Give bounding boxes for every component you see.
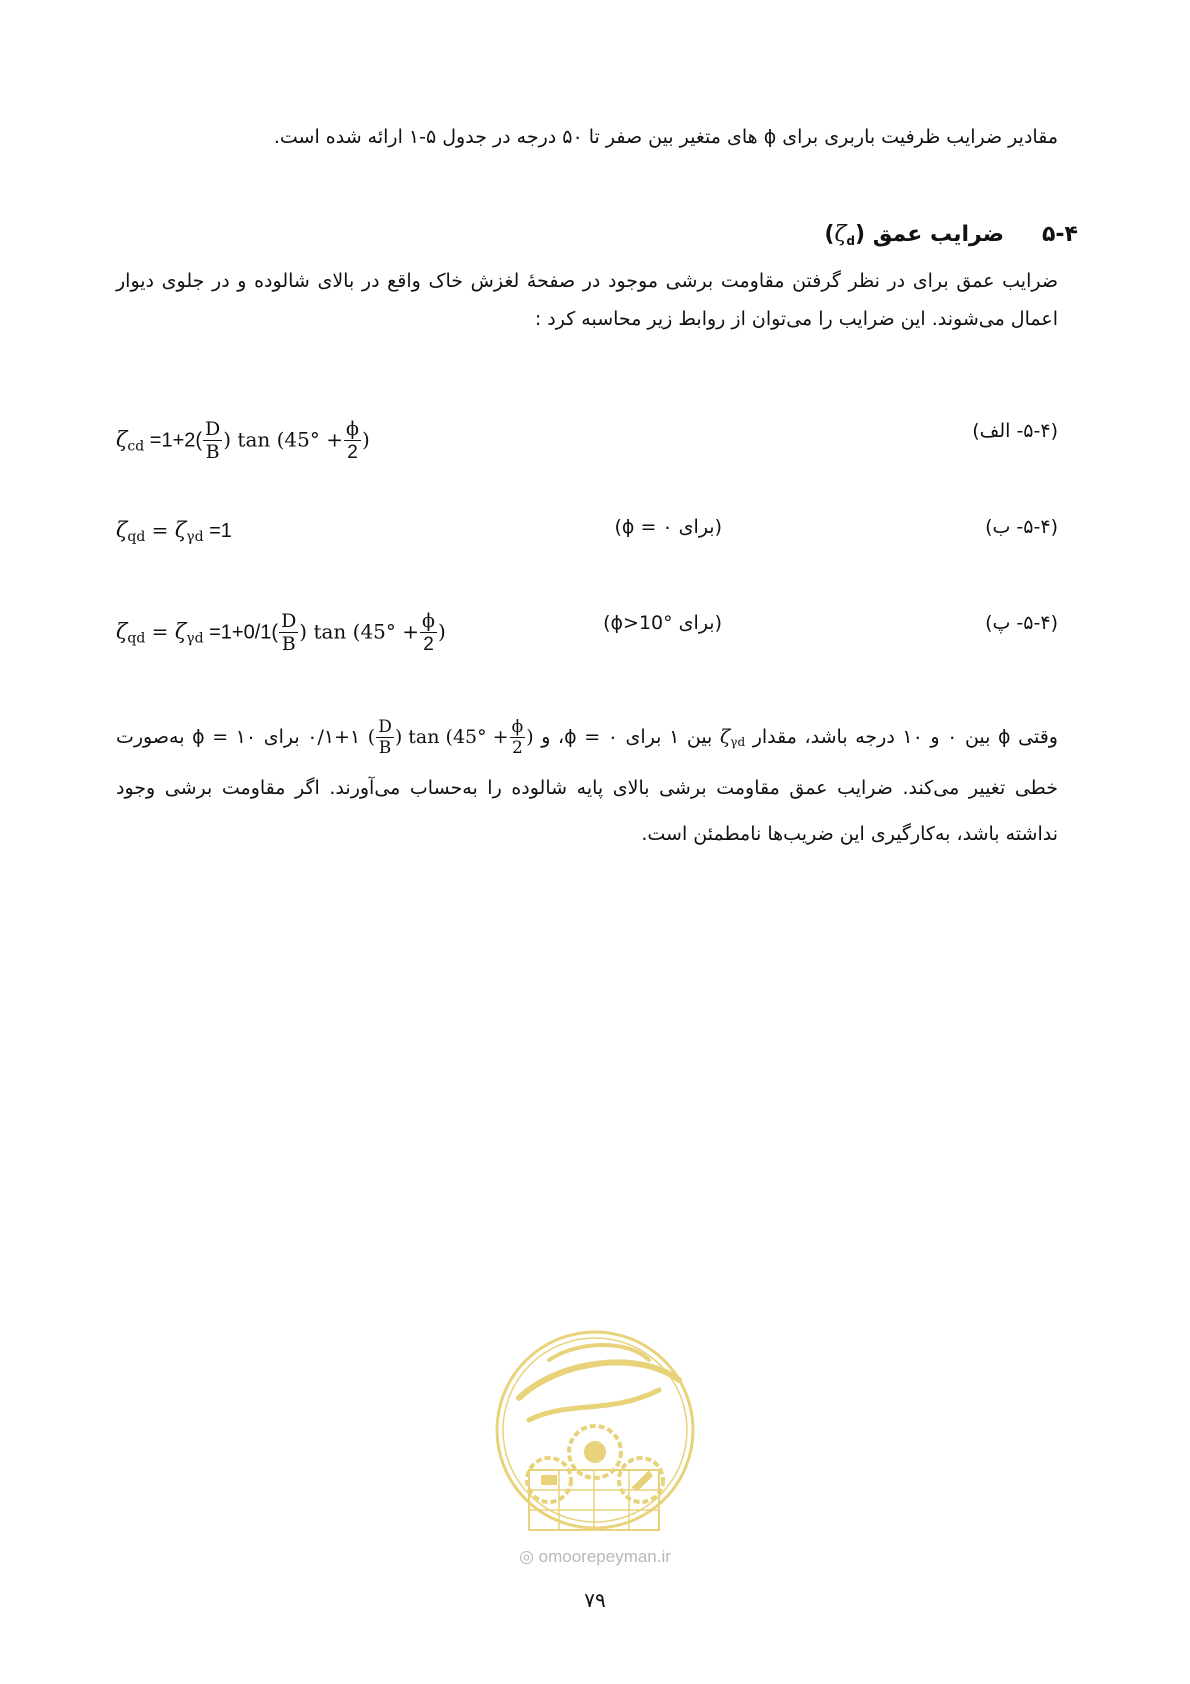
eq-c-lhs-sub: qd bbox=[127, 630, 146, 647]
equation-a-label: (۵-۴- الف) bbox=[972, 420, 1058, 442]
eq-a-prefix: =1+2( bbox=[144, 429, 203, 452]
equation-c-label: (۵-۴- پ) bbox=[985, 612, 1058, 634]
eq-c-rhs-sub: γd bbox=[186, 630, 204, 647]
eq-a-fraction-d-b: $\frac{D}{B}$ bbox=[205, 418, 221, 463]
equation-a bbox=[116, 420, 370, 462]
intro-line: مقادیر ضرایب ظرفیت باربری برای ϕ های متغیر بین صفر تا ۵۰ درجه در جدول ۵-۱ ارائه شده است. bbox=[273, 126, 1058, 148]
eq-b-rhs: =1 bbox=[203, 520, 232, 542]
closing-paragraph bbox=[116, 714, 1058, 857]
closing-zeta: ζγd bbox=[719, 726, 746, 749]
eq-a-fraction-phi-2: $\frac{\phi}{2}$ bbox=[346, 418, 359, 463]
eq-c-fraction-phi-2: $\frac{\phi}{2}$ bbox=[422, 610, 435, 655]
eq-a-suffix: ) bbox=[361, 427, 370, 452]
closing-part3: ۱+۰/۱ برای ۱۰ = ϕ به‌صورت خطی تغییر می‌کند. ضرایب عمق مقاومت برشی بالای پایه شالوده را به‌حساب می‌آورند. اگر مقاومت برشی وجود نداشته باشد، به‌کارگیری این ضریب‌ها نامطمئن است. bbox=[116, 726, 1058, 845]
eq-c-prefix: =1+0/1( bbox=[203, 621, 279, 644]
eq-b-lhs: ζ bbox=[116, 518, 128, 542]
eq-c-lhs: ζ bbox=[116, 619, 128, 644]
eq-c-rhs-symbol: ζ bbox=[174, 619, 187, 644]
eq-c-mid: ) tan (45° + bbox=[299, 619, 420, 644]
section-symbol: ζ bbox=[834, 222, 847, 247]
watermark-site: ◎ omoorepeyman.ir bbox=[519, 1547, 671, 1566]
eq-b-equals: = bbox=[145, 518, 175, 542]
closing-part1: وقتی ϕ بین ۰ و ۱۰ درجه باشد، مقدار bbox=[752, 726, 1058, 748]
equation-c-condition: (برای ϕ>10°) bbox=[603, 612, 722, 634]
eq-b-lhs-sub: qd bbox=[127, 529, 146, 545]
section-number: ۵-۴ bbox=[1042, 222, 1078, 247]
page-number: ۷۹ bbox=[584, 1588, 606, 1612]
eq-a-lhs: ζ bbox=[116, 427, 128, 452]
section-symbol-sub: d bbox=[846, 234, 855, 248]
eq-c-suffix: ) bbox=[437, 619, 446, 644]
section-heading: ۵-۴ضرایب عمق $(\zeta_d)$ bbox=[824, 222, 1078, 248]
equation-b bbox=[116, 518, 232, 545]
closing-part2: بین ۱ برای ۰ = ϕ، و bbox=[541, 726, 713, 748]
section-title: ضرایب عمق bbox=[872, 222, 1004, 247]
eq-a-mid: ) tan (45° + bbox=[223, 427, 343, 452]
eq-c-fraction-d-b: $\frac{D}{B}$ bbox=[281, 610, 297, 655]
equation-b-condition: (برای ϕ = ۰) bbox=[614, 516, 722, 538]
eq-c-equals: = bbox=[145, 619, 175, 644]
eq-a-lhs-sub: cd bbox=[127, 438, 145, 455]
section-paragraph: ضرایب عمق برای در نظر گرفتن مقاومت برشی موجود در صفحهٔ لغزش خاک واقع در بالای شالوده و در جلوی دیوار اعمال می‌شوند. این ضرایب را می‌توان از روابط زیر محاسبه کرد : bbox=[116, 270, 1058, 330]
equation-b-label: (۵-۴- ب) bbox=[985, 516, 1058, 538]
eq-b-rhs-symbol: ζ bbox=[174, 518, 187, 542]
eq-b-rhs-sub: γd bbox=[186, 529, 204, 545]
closing-inline-equation: ( $\frac{D}{B}$ ) tan (45° + $\frac{\phi}{2}$ ) bbox=[367, 717, 534, 758]
equation-c bbox=[116, 612, 446, 654]
